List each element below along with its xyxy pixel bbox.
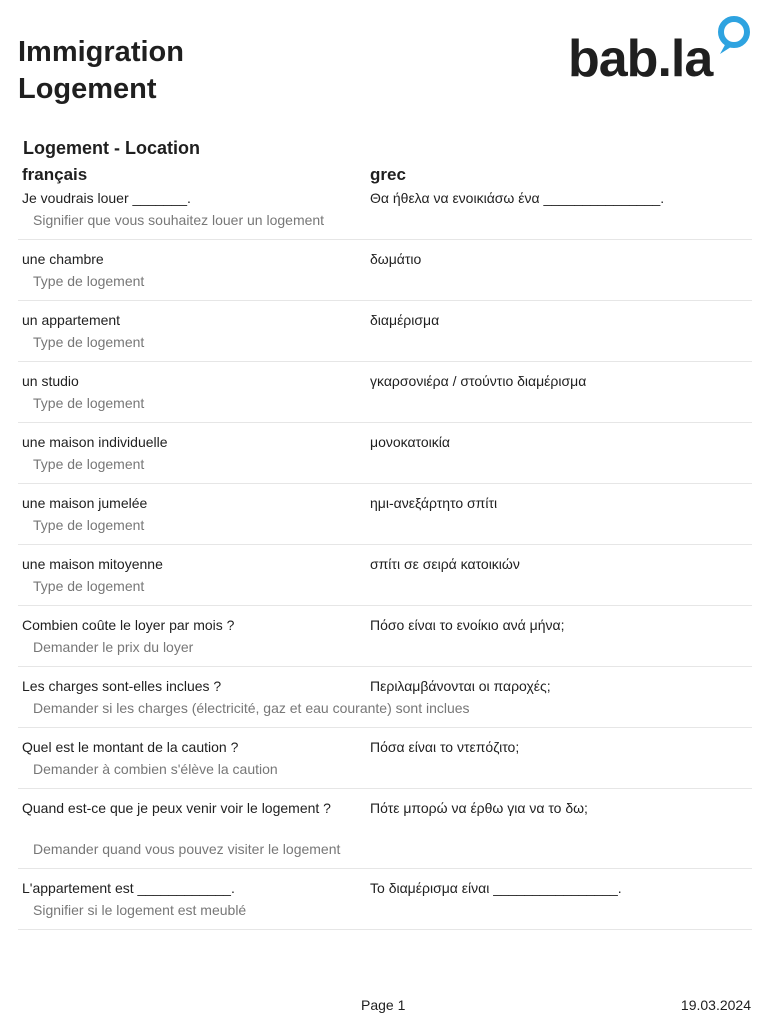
phrase-greek: δωμάτιο <box>370 251 422 267</box>
phrase-greek: Περιλαμβάνονται οι παροχές; <box>370 678 551 694</box>
phrase-greek: Πότε μπορώ να έρθω για να το δω; <box>370 800 588 816</box>
phrase-greek: γκαρσονιέρα / στούντιο διαμέρισμα <box>370 373 587 389</box>
phrase-french: Les charges sont-elles inclues ? <box>22 678 222 694</box>
section-title: Logement - Location <box>23 138 200 158</box>
phrase-row <box>18 301 752 362</box>
phrase-french: une maison individuelle <box>22 434 168 450</box>
phrase-note: Demander le prix du loyer <box>33 639 194 655</box>
footer-date: 19.03.2024 <box>680 997 751 1013</box>
phrase-note: Signifier si le logement est meublé <box>33 902 247 918</box>
phrase-french: une maison mitoyenne <box>22 556 163 572</box>
phrase-note: Demander si les charges (électricité, gaz et eau courante) sont inclues <box>33 700 470 716</box>
phrase-note: Type de logement <box>33 517 145 533</box>
phrase-row <box>18 484 752 545</box>
phrase-greek: σπίτι σε σειρά κατοικιών <box>370 556 520 572</box>
phrase-french: Combien coûte le loyer par mois ? <box>22 617 235 633</box>
phrase-row <box>18 362 752 423</box>
phrase-french: un studio <box>22 373 79 389</box>
title-line-1: Immigration <box>18 36 184 68</box>
title-line-2: Logement <box>18 73 157 105</box>
phrase-note: Demander quand vous pouvez visiter le logement <box>33 841 341 857</box>
page-number: Page 1 <box>361 997 406 1013</box>
phrase-greek: Πόσα είναι το ντεπόζιτο; <box>370 739 520 755</box>
phrase-french: une chambre <box>22 251 104 267</box>
phrase-note: Signifier que vous souhaitez louer un logement <box>33 212 325 228</box>
phrase-row <box>18 423 752 484</box>
phrase-row <box>18 789 752 869</box>
phrase-french: Quel est le montant de la caution ? <box>22 739 239 755</box>
phrase-greek: διαμέρισμα <box>370 312 440 328</box>
phrase-row <box>18 240 752 301</box>
phrase-note: Type de logement <box>33 273 145 289</box>
phrase-note: Type de logement <box>33 578 145 594</box>
phrase-note: Type de logement <box>33 395 145 411</box>
phrase-row <box>18 869 752 930</box>
phrase-greek: ημι-ανεξάρτητο σπίτι <box>370 495 498 511</box>
phrase-french: Je voudrais louer _______. <box>22 190 191 206</box>
column-header-greek: grec <box>370 165 406 184</box>
logo-text: bab.la <box>568 30 713 80</box>
phrase-greek: Πόσο είναι το ενοίκιο ανά μήνα; <box>370 617 565 633</box>
phrase-note: Type de logement <box>33 456 145 472</box>
phrase-greek: Το διαμέρισμα είναι ________________. <box>370 880 622 896</box>
phrase-note: Type de logement <box>33 334 145 350</box>
phrase-greek: μονοκατοικία <box>370 434 450 450</box>
phrase-row <box>18 667 752 728</box>
phrase-french: L'appartement est ____________. <box>22 880 235 896</box>
phrase-greek: Θα ήθελα να ενοικιάσω ένα _______________. <box>370 190 665 206</box>
phrase-row <box>18 545 752 606</box>
bab-la-logo <box>566 16 754 80</box>
phrase-french: une maison jumelée <box>22 495 148 511</box>
phrase-french: un appartement <box>22 312 121 328</box>
phrase-row <box>18 186 752 240</box>
phrase-note: Demander à combien s'élève la caution <box>33 761 278 777</box>
phrase-list <box>18 186 752 930</box>
speech-bubble-icon <box>720 19 747 54</box>
column-header-french: français <box>22 165 88 184</box>
phrase-row <box>18 606 752 667</box>
phrase-row <box>18 728 752 789</box>
phrase-french: Quand est-ce que je peux venir voir le logement ? <box>22 800 331 816</box>
page-title <box>18 34 184 108</box>
